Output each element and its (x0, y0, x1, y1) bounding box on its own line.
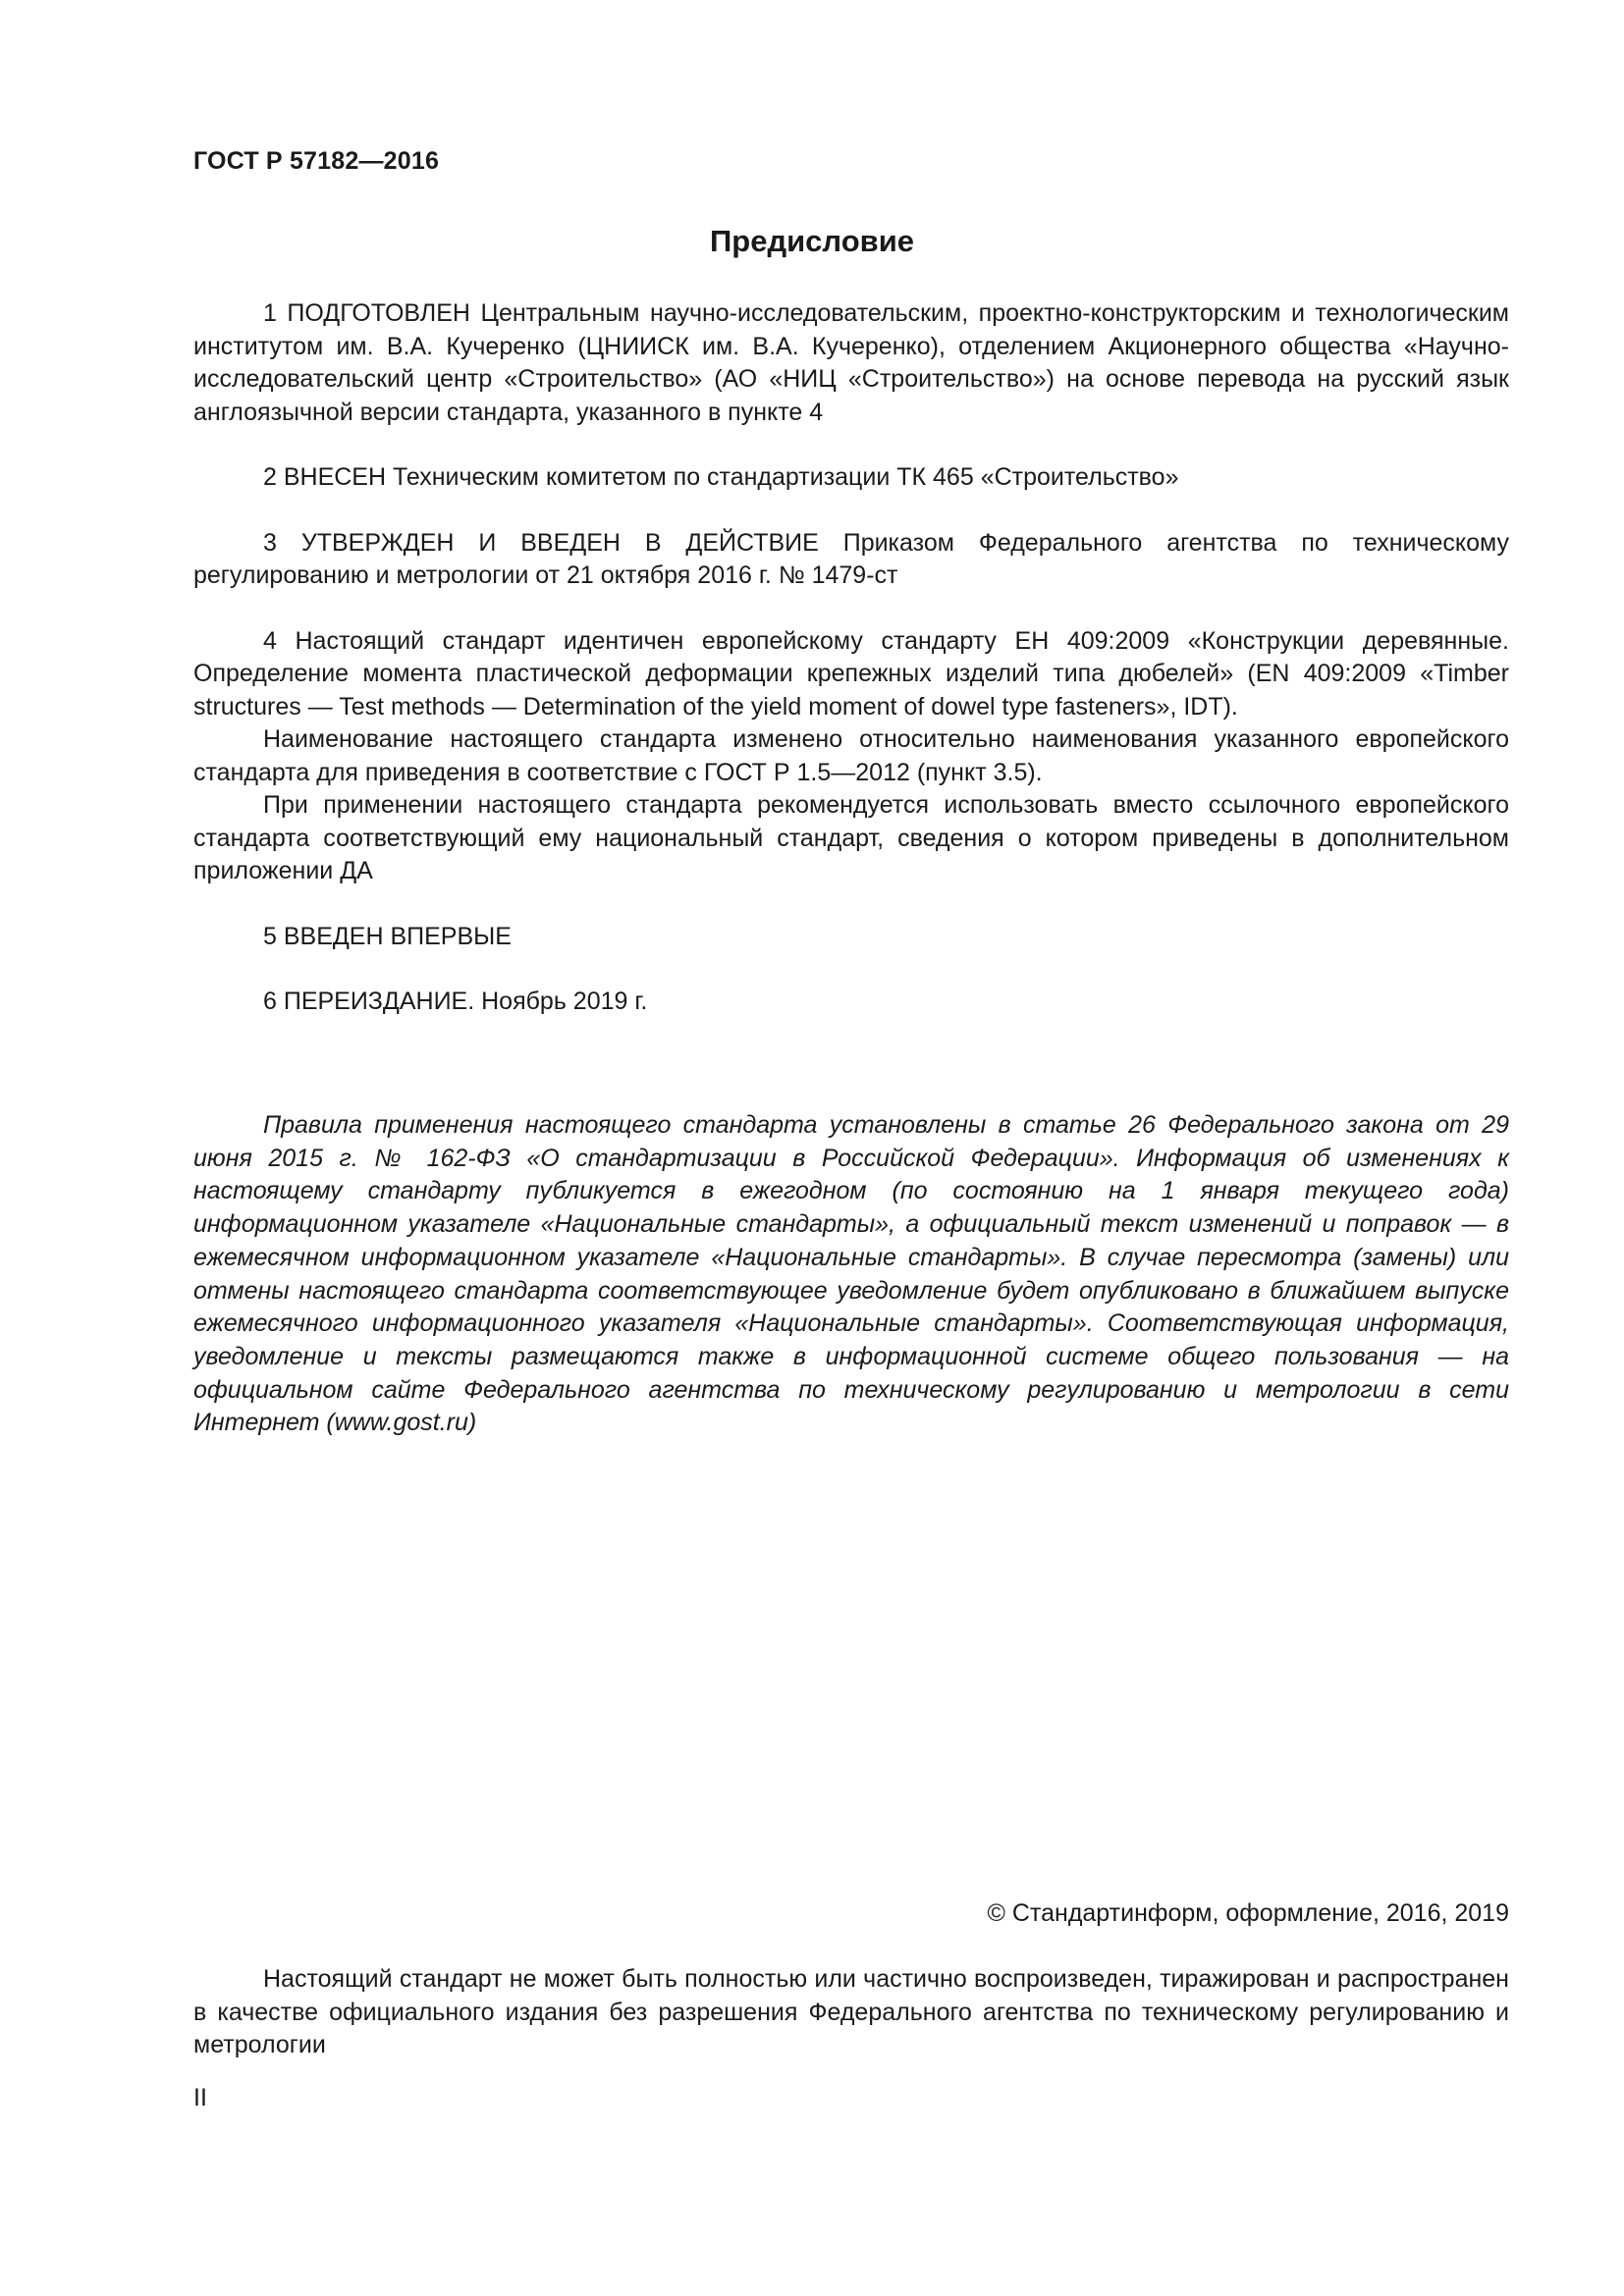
preface-item-4-note-name: Наименование настоящего стандарта изменено относительно наименования указанного европейского стандарта для приведения в соответствие с ГОСТ Р 1.5—2012 (пункт 3.5). (193, 725, 1509, 786)
preface-item-4-note-refs: При применении настоящего стандарта рекомендуется использовать вместо ссылочного европейского стандарта соответствующий ему национальный стандарт, сведения о котором приведены в дополнительном приложении ДА (193, 791, 1509, 884)
copyright-line: © Стандартинформ, оформление, 2016, 2019 (987, 1899, 1509, 1927)
reproduction-notice: Настоящий стандарт не может быть полностью или частично воспроизведен, тиражирован и распространен в качестве официального издания без разрешения Федерального агентства по техническому регулированию и метрологии (193, 1965, 1509, 2058)
preface-item-2: 2 ВНЕСЕН Техническим комитетом по стандартизации ТК 465 «Строительство» (263, 463, 1179, 491)
preface-item-6: 6 ПЕРЕИЗДАНИЕ. Ноябрь 2019 г. (263, 988, 648, 1015)
preface-body (193, 297, 1509, 1019)
preface-item-1: 1 ПОДГОТОВЛЕН Центральным научно-исследовательским, проектно-конструкторским и технологическим институтом им. В.А. Кучеренко (ЦНИИСК им. В.А. Кучеренко), отделением Акционерного общества «Научно-исследовательский центр «Строительство» (АО «НИЦ «Строительство») на основе перевода на русский язык англоязычной версии стандарта, указанного в пункте 4 (193, 299, 1509, 426)
preface-item-4: 4 Настоящий стандарт идентичен европейскому стандарту ЕН 409:2009 «Конструкции деревянные. Определение момента пластической деформации крепежных изделий типа дюбелей» (EN 409:2009 «Timber structures — Test methods — Determination of the yield moment of dowel type fasteners», IDT). (193, 626, 1509, 721)
reproduction-notice-block (193, 1963, 1509, 2062)
rules-notice-block (193, 1109, 1509, 1440)
section-title: Предисловие (709, 224, 914, 258)
page-number: II (193, 2084, 207, 2111)
document-code: ГОСТ Р 57182—2016 (193, 147, 440, 175)
preface-item-5: 5 ВВЕДЕН ВПЕРВЫЕ (263, 922, 512, 950)
rules-notice: Правила применения настоящего стандарта установлены в статье 26 Федерального закона от 29 июня 2015 г. № 162-ФЗ «О стандартизации в Российской Федерации». Информация об изменениях к настоящему стандарту публикуется в ежегодном (по состоянию на 1 января текущего года) информационном указателе «Национальные стандарты», а официальный текст изменений и поправок — в ежемесячном информационном указателе «Национальные стандарты». В случае пересмотра (замены) или отмены настоящего стандарта соответствующее уведомление будет опубликовано в ближайшем выпуске ежемесячного информационного указателя «Национальные стандарты». Соответствующая информация, уведомление и тексты размещаются также в информационной системе общего пользования — на официальном сайте Федерального агентства по техническому регулированию и метрологии в сети Интернет (www.gost.ru) (193, 1111, 1509, 1437)
preface-item-3: 3 УТВЕРЖДЕН И ВВЕДЕН В ДЕЙСТВИЕ Приказом Федерального агентства по техническому регулированию и метрологии от 21 октября 2016 г. № 1479-ст (193, 528, 1509, 589)
